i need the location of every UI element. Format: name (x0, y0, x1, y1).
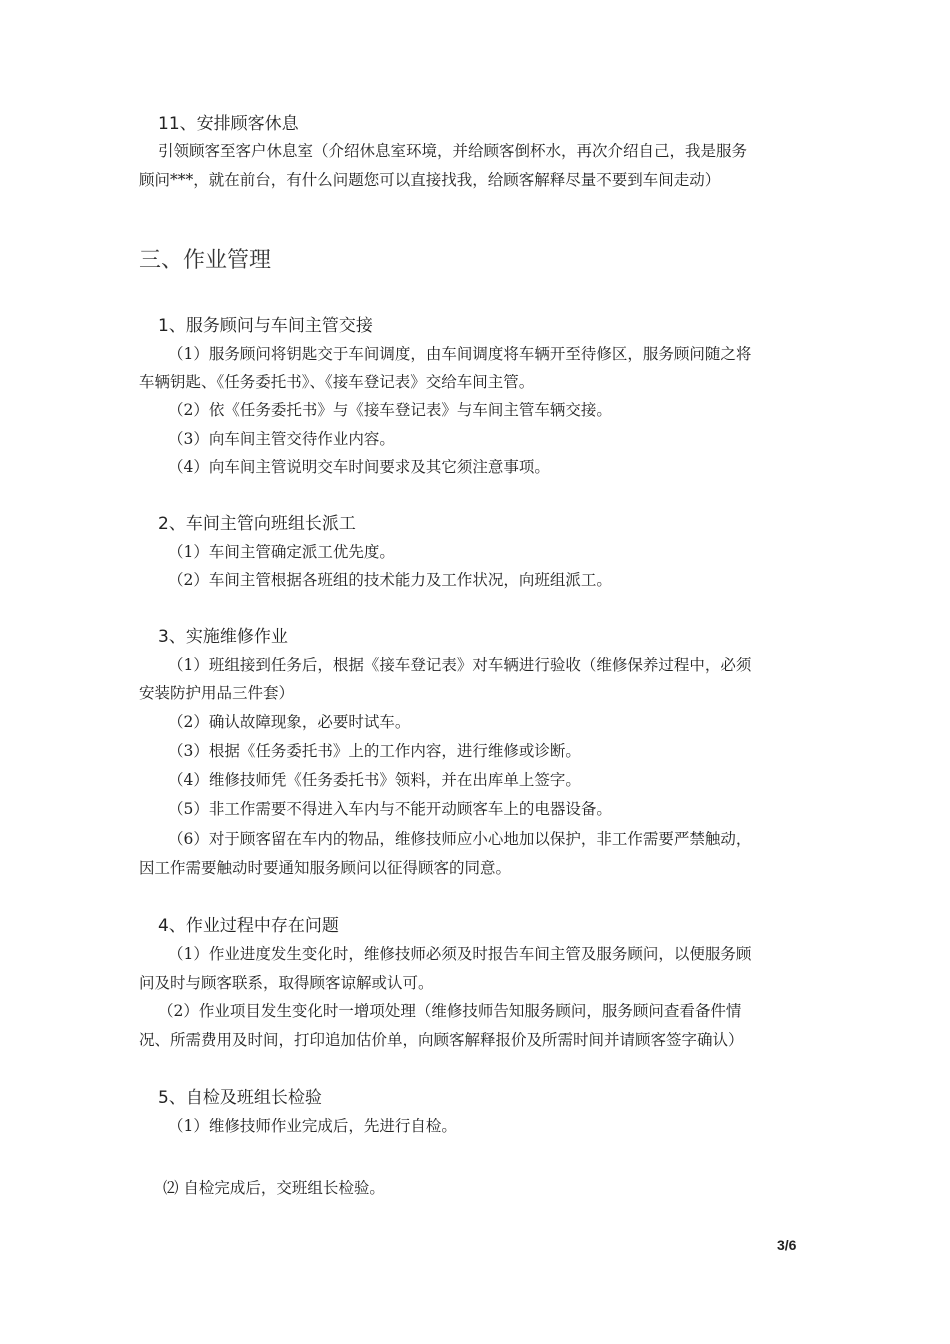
s4-para-2b: 况、所需费用及时间，打印追加估价单，向顾客解释报价及所需时间并请顾客签字确认） (139, 1031, 744, 1049)
s3-para-1b: 安装防护用品三件套） (139, 684, 295, 702)
s2-heading: 2、车间主管向班组长派工 (158, 514, 356, 534)
section-11-line-1: 引领顾客至客户休息室（介绍休息室环境，并给顾客倒杯水，再次介绍自己，我是服务 (158, 142, 748, 160)
s3-para-6a: （6）对于顾客留在车内的物品，维修技师应小心地加以保护，非工作需要严禁触动， (168, 830, 752, 848)
s1-para-1a: （1）服务顾问将钥匙交于车间调度，由车间调度将车辆开至待修区，服务顾问随之将 (168, 345, 752, 363)
s3-para-4: （4）维修技师凭《任务委托书》领料，并在出库单上签字。 (168, 771, 581, 789)
s3-para-2: （2）确认故障现象，必要时试车。 (168, 713, 411, 731)
s3-para-1a: （1）班组接到任务后，根据《接车登记表》对车辆进行验收（维修保养过程中，必须 (168, 656, 752, 674)
s1-para-3: （3）向车间主管交待作业内容。 (168, 430, 395, 448)
s2-para-1: （1）车间主管确定派工优先度。 (168, 543, 395, 561)
s5-heading: 5、自检及班组长检验 (158, 1088, 322, 1108)
s1-para-1b: 车辆钥匙、《任务委托书》、《接车登记表》交给车间主管。 (139, 373, 535, 391)
section-11-line-2: 顾问***，就在前台，有什么问题您可以直接找我，给顾客解释尽量不要到车间走动） (139, 171, 721, 189)
s1-heading: 1、服务顾问与车间主管交接 (158, 316, 373, 336)
s5-para-2: ⑵ 自检完成后，交班组长检验。 (163, 1179, 385, 1197)
section-11-heading: 11、安排顾客休息 (158, 114, 299, 134)
s4-para-1a: （1）作业进度发生变化时，维修技师必须及时报告车间主管及服务顾问，以便服务顾 (168, 945, 752, 963)
s3-para-6b: 因工作需要触动时要通知服务顾问以征得顾客的同意。 (139, 859, 512, 877)
s4-para-2a: （2）作业项目发生变化时一增项处理（维修技师告知服务顾问，服务顾问查看备件情 (158, 1002, 742, 1020)
s3-para-5: （5）非工作需要不得进入车内与不能开动顾客车上的电器设备。 (168, 800, 612, 818)
s2-para-2: （2）车间主管根据各班组的技术能力及工作状况，向班组派工。 (168, 571, 612, 589)
s5-para-1: （1）维修技师作业完成后，先进行自检。 (168, 1117, 457, 1135)
s3-heading: 3、实施维修作业 (158, 627, 288, 647)
chapter-title: 三、作业管理 (139, 248, 272, 273)
s1-para-4: （4）向车间主管说明交车时间要求及其它须注意事项。 (168, 458, 550, 476)
s4-para-1b: 问及时与顾客联系，取得顾客谅解或认可。 (139, 974, 434, 992)
page-number: 3/6 (777, 1237, 797, 1253)
s3-para-3: （3）根据《任务委托书》上的工作内容，进行维修或诊断。 (168, 742, 581, 760)
s1-para-2: （2）依《任务委托书》与《接车登记表》与车间主管车辆交接。 (168, 401, 612, 419)
s4-heading: 4、作业过程中存在问题 (158, 916, 339, 936)
